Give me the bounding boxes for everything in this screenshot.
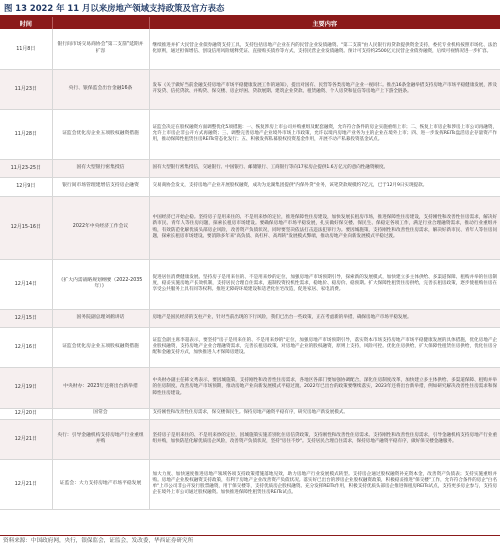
- row-content: 继续推进并扩大民营企业债券融资支持工具，支持包括房地产企业在内的民营企业发债融资。"第二支箭"由人民银行再贷款提供资金支持，委托专业机构按照市场化、法治化原则，通过担保增信、创设信用风险缓释凭证、直接购买债券等方式，支持民营企业发债融资。预计可支持约2500亿元民营企业债券融资，后续可视情况进一步扩容。: [149, 29, 500, 69]
- row-event: 央行：引导金融机构支持房地产行业重组并购: [52, 419, 149, 459]
- row-time: 11月28日: [0, 109, 52, 159]
- row-time: 11月8日: [0, 29, 52, 69]
- header-time: 时间: [0, 17, 52, 29]
- header-content: 主要内容: [149, 17, 500, 29]
- row-time: 12月9日: [0, 177, 52, 196]
- row-event: 中央财办：2023年还将出台新举措: [52, 367, 149, 408]
- table-row: [0, 196, 500, 259]
- table-row: [0, 459, 500, 509]
- table-row: [0, 259, 500, 309]
- row-content: 证监会副主席李超表示，要坚持"房子是用来住的、不是用来炒的"定位，加强房地产市场预期引导，落实资本市场支持房地产市场平稳健康发展的具体措施，优化房地产企业股权融资，支持房地产企业合理融资需求，完善长租房政策。对房地产企业的股权融资，原则上支持，风险可控。优化住房供给，扩大保障性租赁住房供给，优化住房分配和金融支持方式，加快推进人才保障房建设。: [149, 327, 500, 367]
- row-content: 支持刚性和改善性住房需求，保交楼保民生。保持房地产融资平稳有序，研究房地产新发展模式。: [149, 408, 500, 419]
- row-event: 2022年中央经济工作会议: [52, 196, 149, 259]
- table-row: [0, 327, 500, 367]
- policy-table: [0, 17, 500, 510]
- row-content: 发布《关于做好当前金融支持房地产市场平稳健康发展工作的通知》，提出对国有、民营等各类房地产企业一视同仁。推出16条金融举措支持房地产市场平稳健康发展，涉及开发贷、信托贷款、并购贷、保交楼、房企纾困、贷款展期、建筑企业贷款、租赁融资、个人房贷和征信等房地产上下游全链条。: [149, 69, 500, 109]
- source-note: 资料来源：中国政府网，央行，银保监会，证监会，发改委，华西证券研究所: [3, 538, 194, 544]
- row-content: 国有大型银行密集授信，交通银行、中国银行、邮储银行、工商银行等向17家房企提供1.6万亿元的意向性融资额度。: [149, 159, 500, 177]
- footer-rule: [0, 535, 500, 536]
- row-content: 房地产是国民经济的支柱产业，针对当前出现的下行风险，我们已出台一些政策，正在考虑新的举措，确保房地产市场平稳发展。: [149, 309, 500, 327]
- row-time: 12月19日: [0, 367, 52, 408]
- table-row: [0, 29, 500, 69]
- table-row: [0, 367, 500, 408]
- row-event: 国务院副总理刘鹤讲话: [52, 309, 149, 327]
- row-time: 12月21日: [0, 459, 52, 509]
- row-content: 坚持房子是用来住的、不是用来炒的定位，因城施策实施差别化住房信贷政策，支持刚性和改善性住房需求。支持刚性和改善性住房需求，引导金融机构支持房地产行业重组并购，加快防范化解优质房企风险，改善资产负债状况，坚持"房住不炒"。支持居民合理自住需求，保持房地产融资平稳有序，做好保交楼金融服务。: [149, 419, 500, 459]
- row-event: 央行、银保监会出台金融16条: [52, 69, 149, 109]
- table-row: [0, 109, 500, 159]
- row-event: 国常会: [52, 408, 149, 419]
- row-content: 中央财办副主任韩文秀表示，要因城施策，支持刚性和改善性住房需求，各地区各部门要加强协调配合，深化住房制度改革，加快建立多主体供给、多渠道保障、租购并举的住房制度。改善房地产市场预期，推动房地产业向新发展模式平稳过渡。2022年已出台的政策要继续落实，2023年还将出台新举措，例如研究解决改善性住房需求和保障性住房建设。: [149, 367, 500, 408]
- row-time: 11月23日: [0, 69, 52, 109]
- row-event: 证监会优化房企业五项股权融资措施: [52, 327, 149, 367]
- header-event: [52, 17, 149, 29]
- table-row: [0, 419, 500, 459]
- header-row: [0, 17, 500, 29]
- table-row: [0, 309, 500, 327]
- row-event: 证监会：大力支持房地产市场平稳发展: [52, 459, 149, 509]
- figure-title: 图 13 2022 年 11 月以来房地产领域支持政策及官方表态: [4, 3, 225, 13]
- row-time: 12月20日: [0, 408, 52, 419]
- row-content: 交易商协会发文，支持房地产企业开展股权融资，成功为龙湖集团提供"内保外贷"业务，该笔贷款规模约7亿元，已于12月9日实现提款。: [149, 177, 500, 196]
- row-time: 12月15-16日: [0, 196, 52, 259]
- row-time: 12月16日: [0, 327, 52, 367]
- row-content: 中国经济已开始企稳。坚持房子是用来住的、不是用来炒的定位，推进保障性住房建设，加快发展长租房市场，推进保障性住房建设，支持刚性和改善性住房需求，解决好新市民、青年人等住房问题，探索长租房市场建设。要确保房地产市场平稳发展，扎实做好保交楼、保民生、保稳定各项工作，满足行业合理融资需求，推动行业重组并购，有效防范化解优质头部房企风险，改善资产负债状况，同时要坚决依法打击违法犯罪行为。要因城施策，支持刚性和改善性住房需求，解决好新市民、青年人等住房问题，探索长租房市场建设。要消除多年来"高负债、高杠杆、高周转"发展模式弊端，推动房地产业向新发展模式平稳过渡。: [149, 196, 500, 259]
- row-time: 12月14日: [0, 259, 52, 309]
- row-content: 加大力度、加快速度推进房地产领域各项支持政策措施落地见效，助力房地产行业发展模式转型。支持房企通过股权融资补充资本金，改善资产负债表；支持实施重组并购。房地产企业股权融资支持政策，有利于房地产企业改善资产负债状况。落实好已出台的涉房企业股权融资政策，积极稳妥推进"保交楼"工作，允许符合条件的房企"白名单"上市公司非公开发行股票融资，用于保交楼等，支持优质房企股权融资。充分发挥REITs作用，积极支持优质头部房企推进保租房REITs试点，支持更多房企参与，支持房企在境外上市公司通过股权融资。加快推进保障性租赁住房REITs试点。: [149, 459, 500, 509]
- table-row: [0, 408, 500, 419]
- row-event: 银行间市场管理建增信支持房企融资: [52, 177, 149, 196]
- row-event: 国有大型银行密集授信: [52, 159, 149, 177]
- table-row: [0, 177, 500, 196]
- table-row: [0, 69, 500, 109]
- row-content: 证监会决定在股权融资方面调整优化5项措施：一、恢复涉房上市公司并购重组及配套融资，允许符合条件的房企实施重组上市；二、恢复上市房企和涉房上市公司再融资，允许上市房企非公开方式再融资；三、调整完善房地产企业境外市场上市政策，允许以境内房地产业务为主的企业在境外上市；四、进一步发挥REITs盘活房企存量资产作用，推动保障性租赁住房REITs常态化发行；五、积极发挥私募股权投资基金作用，开展不动产私募投资基金试点。: [149, 109, 500, 159]
- row-event: 《扩大内需战略规划纲要（2022-2035年）》: [52, 259, 149, 309]
- row-event: 银行间市场交易商协会"第二支箭"延期并扩容: [52, 29, 149, 69]
- table-row: [0, 159, 500, 177]
- row-time: 11月23-25日: [0, 159, 52, 177]
- row-time: 12月21日: [0, 419, 52, 459]
- row-event: 证监会优化房企业五项股权融资措施: [52, 109, 149, 159]
- row-time: 12月15日: [0, 309, 52, 327]
- row-content: 促进居住消费健康发展。坚持房子是用来住的、不是用来炒的定位，加强房地产市场预期引导，探索新的发展模式，加快建立多主体供给、多渠道保障、租购并举的住房制度，稳妥实施房地产长效机制，支持居民合理自住需求，遏制投资投机性需求，稳地价、稳房价、稳预期。扩大保障性租赁住房供给，完善长租房政策，逐步使租购住房在享受公共服务上具有同等权利。推进无障碍环境建设和适老化住宅改造，促进家居、家电消费。: [149, 259, 500, 309]
